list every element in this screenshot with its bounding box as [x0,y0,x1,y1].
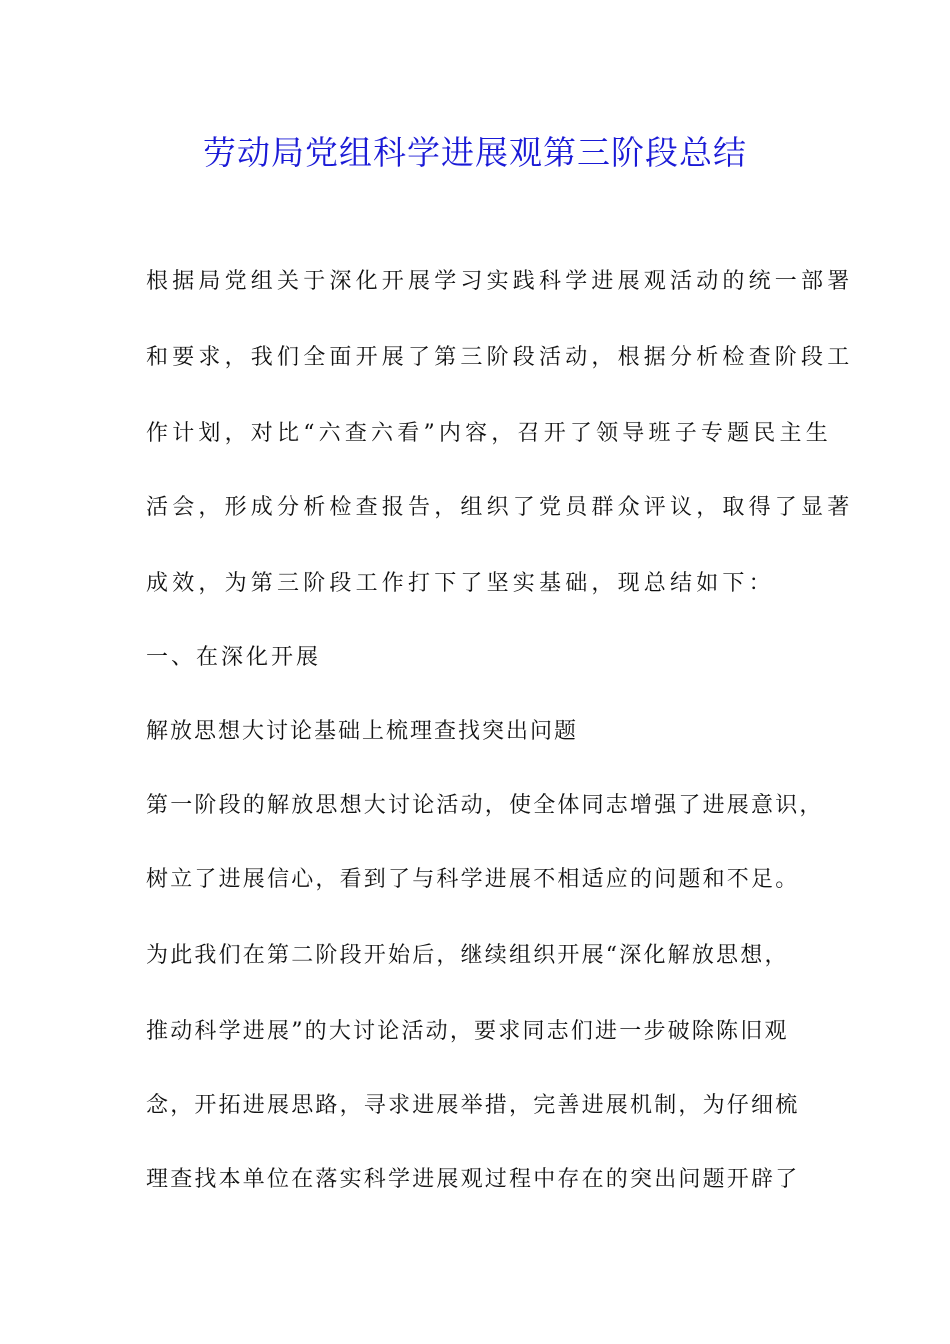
body-line-4: 活会，形成分析检查报告，组织了党员群众评议，取得了显著 [146,495,854,520]
section-heading: 一、在深化开展 [146,645,322,670]
section-subheading: 解放思想大讨论基础上梳理查找突出问题 [146,719,579,744]
document-title: 劳动局党组科学进展观第三阶段总结 [203,133,747,172]
body-line-1: 根据局党组关于深化开展学习实践科学进展观活动的统一部署 [146,269,854,294]
body-line-11: 推动科学进展”的大讨论活动，要求同志们进一步破除陈旧观 [146,1019,789,1044]
body-line-8: 第一阶段的解放思想大讨论活动，使全体同志增强了进展意识， [146,793,824,818]
body-line-12: 念，开拓进展思路，寻求进展举措，完善进展机制，为仔细梳 [146,1093,800,1118]
body-line-10: 为此我们在第二阶段开始后，继续组织开展“深化解放思想， [146,943,789,968]
body-line-3: 作计划，对比“六查六看”内容，召开了领导班子专题民主生 [146,421,832,446]
body-line-2: 和要求，我们全面开展了第三阶段活动，根据分析检查阶段工 [146,345,854,370]
body-line-9: 树立了进展信心，看到了与科学进展不相适应的问题和不足。 [146,867,800,892]
body-line-5: 成效，为第三阶段工作打下了坚实基础，现总结如下： [146,571,775,596]
body-line-13: 理查找本单位在落实科学进展观过程中存在的突出问题开辟了 [146,1167,800,1192]
